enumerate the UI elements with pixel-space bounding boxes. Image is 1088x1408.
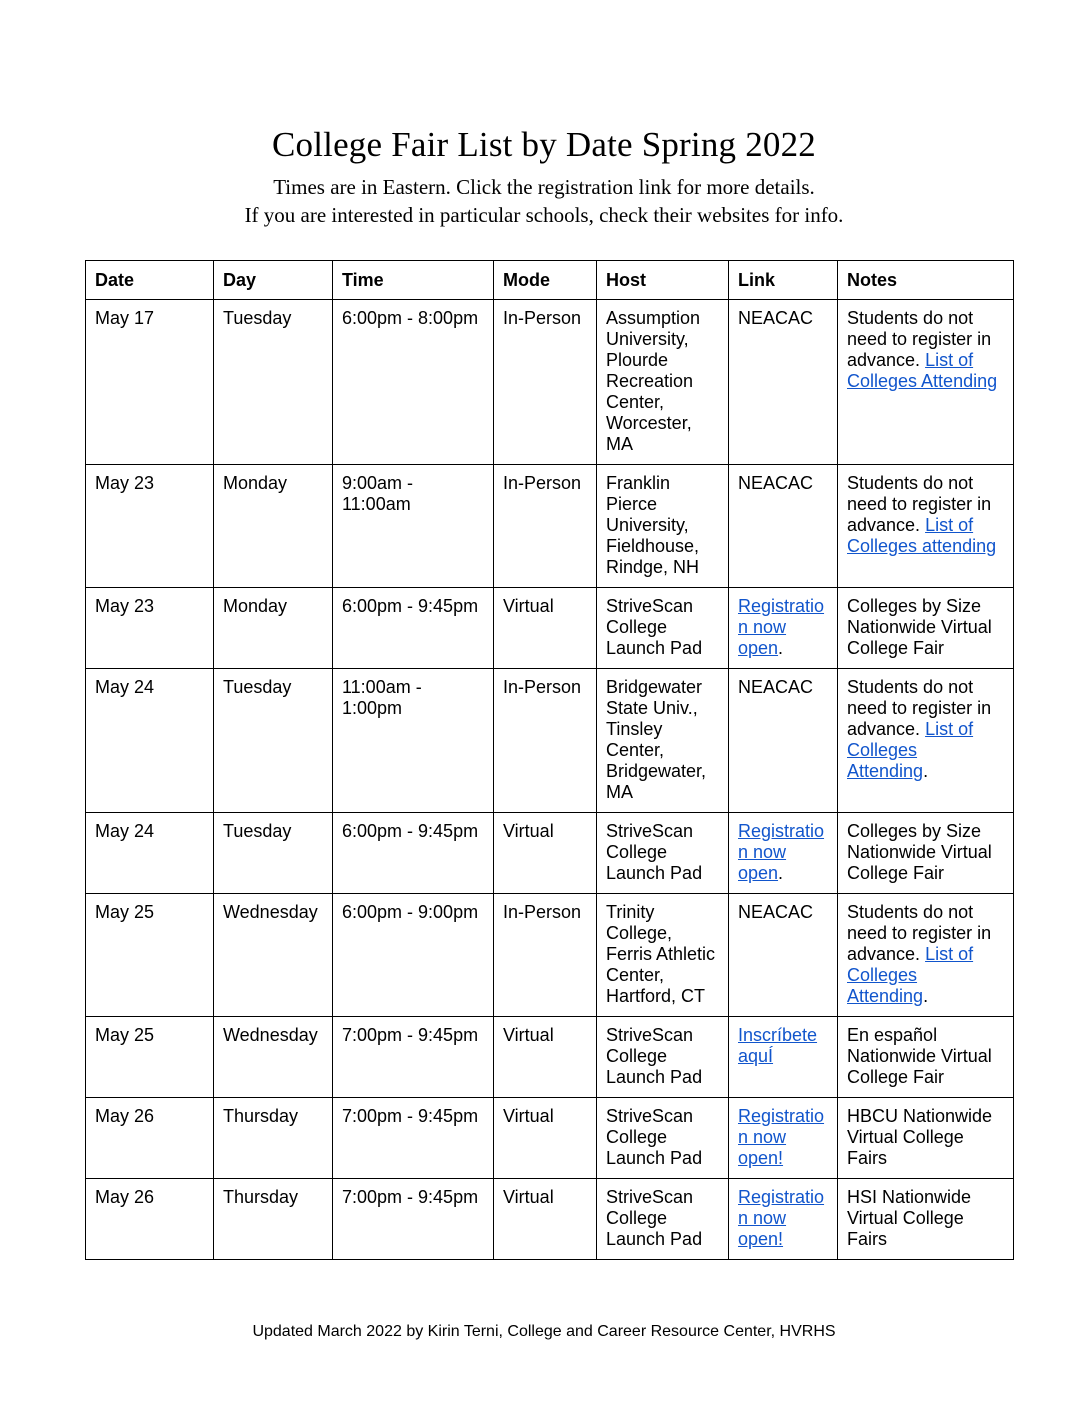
cell-link (729, 1179, 838, 1260)
cell-time: 7:00pm - 9:45pm (333, 1017, 494, 1098)
table-row (86, 1017, 1014, 1098)
cell-link (729, 300, 838, 465)
registration-link[interactable]: Registration now open (738, 821, 825, 883)
registration-link[interactable]: Registration now open! (738, 1106, 825, 1168)
cell-time: 7:00pm - 9:45pm (333, 1098, 494, 1179)
colleges-attending-link[interactable]: List of Colleges Attending (847, 719, 974, 781)
column-header-day: Day (214, 261, 333, 300)
cell-time: 6:00pm - 9:00pm (333, 894, 494, 1017)
cell-host: Franklin Pierce University, Fieldhouse, Rindge, NH (597, 465, 729, 588)
cell-mode: In-Person (494, 669, 597, 813)
cell-text: HBCU Nationwide Virtual College Fairs (847, 1106, 993, 1168)
cell-day: Tuesday (214, 669, 333, 813)
table-row (86, 300, 1014, 465)
cell-host: StriveScan College Launch Pad (597, 813, 729, 894)
cell-link (729, 1017, 838, 1098)
table-row (86, 465, 1014, 588)
cell-text: NEACAC (738, 473, 814, 493)
cell-notes (838, 669, 1014, 813)
page-subtitle (0, 173, 1088, 229)
table-row (86, 669, 1014, 813)
college-fair-table (85, 260, 1014, 1260)
cell-host: Assumption University, Plourde Recreation Center, Worcester, MA (597, 300, 729, 465)
cell-notes (838, 588, 1014, 669)
cell-date: May 17 (86, 300, 214, 465)
cell-mode: Virtual (494, 813, 597, 894)
cell-day: Thursday (214, 1098, 333, 1179)
cell-mode: In-Person (494, 465, 597, 588)
cell-mode: In-Person (494, 300, 597, 465)
cell-notes (838, 813, 1014, 894)
cell-mode: In-Person (494, 894, 597, 1017)
page-title: College Fair List by Date Spring 2022 (271, 125, 816, 164)
footer-credit: Updated March 2022 by Kirin Terni, College and Career Resource Center, HVRHS (252, 1323, 836, 1340)
cell-host: Bridgewater State Univ., Tinsley Center, Bridgewater, MA (597, 669, 729, 813)
cell-notes (838, 1179, 1014, 1260)
cell-mode: Virtual (494, 588, 597, 669)
registration-link[interactable]: Registration now open (738, 596, 825, 658)
cell-link (729, 465, 838, 588)
cell-host: StriveScan College Launch Pad (597, 1098, 729, 1179)
cell-text: NEACAC (738, 308, 814, 328)
cell-notes (838, 1017, 1014, 1098)
cell-time: 11:00am - 1:00pm (333, 669, 494, 813)
cell-notes (838, 894, 1014, 1017)
cell-mode: Virtual (494, 1017, 597, 1098)
cell-day: Thursday (214, 1179, 333, 1260)
cell-text: . (778, 863, 784, 883)
cell-time: 6:00pm - 9:45pm (333, 813, 494, 894)
table-row (86, 894, 1014, 1017)
cell-host: StriveScan College Launch Pad (597, 1017, 729, 1098)
cell-day: Monday (214, 465, 333, 588)
cell-notes (838, 465, 1014, 588)
column-header-date: Date (86, 261, 214, 300)
column-header-mode: Mode (494, 261, 597, 300)
cell-host: StriveScan College Launch Pad (597, 588, 729, 669)
cell-notes (838, 300, 1014, 465)
cell-text: En español Nationwide Virtual College Fair (847, 1025, 992, 1087)
cell-date: May 24 (86, 813, 214, 894)
cell-link (729, 588, 838, 669)
subtitle-line-1: Times are in Eastern. Click the registration link for more details. (273, 175, 815, 199)
cell-text: NEACAC (738, 677, 814, 697)
cell-date: May 25 (86, 1017, 214, 1098)
cell-text: Students do not need to register in advance. (847, 677, 992, 739)
cell-text: HSI Nationwide Virtual College Fairs (847, 1187, 972, 1249)
cell-text: Students do not need to register in advance. (847, 308, 992, 370)
table-header-row (86, 261, 1014, 300)
cell-date: May 24 (86, 669, 214, 813)
column-header-link: Link (729, 261, 838, 300)
cell-day: Wednesday (214, 1017, 333, 1098)
cell-link (729, 813, 838, 894)
cell-text: NEACAC (738, 902, 814, 922)
cell-time: 6:00pm - 9:45pm (333, 588, 494, 669)
table-row (86, 1179, 1014, 1260)
cell-notes (838, 1098, 1014, 1179)
colleges-attending-link[interactable]: List of Colleges Attending (847, 944, 974, 1006)
colleges-attending-link[interactable]: List of Colleges attending (847, 515, 997, 556)
cell-host: Trinity College, Ferris Athletic Center, Hartford, CT (597, 894, 729, 1017)
subtitle-line-2: If you are interested in particular schools, check their websites for info. (244, 203, 844, 227)
colleges-attending-link[interactable]: List of Colleges Attending (847, 350, 998, 391)
cell-text: . (778, 638, 784, 658)
cell-time: 7:00pm - 9:45pm (333, 1179, 494, 1260)
cell-text: Colleges by Size Nationwide Virtual College Fair (847, 596, 992, 658)
cell-text: . (923, 761, 929, 781)
cell-mode: Virtual (494, 1179, 597, 1260)
cell-date: May 23 (86, 465, 214, 588)
cell-date: May 26 (86, 1179, 214, 1260)
cell-text: . (923, 986, 929, 1006)
cell-day: Wednesday (214, 894, 333, 1017)
cell-time: 9:00am - 11:00am (333, 465, 494, 588)
table-row (86, 1098, 1014, 1179)
registration-link[interactable]: Registration now open! (738, 1187, 825, 1249)
cell-date: May 25 (86, 894, 214, 1017)
cell-mode: Virtual (494, 1098, 597, 1179)
column-header-notes: Notes (838, 261, 1014, 300)
cell-date: May 23 (86, 588, 214, 669)
cell-link (729, 894, 838, 1017)
cell-time: 6:00pm - 8:00pm (333, 300, 494, 465)
table-row (86, 588, 1014, 669)
column-header-time: Time (333, 261, 494, 300)
cell-day: Tuesday (214, 300, 333, 465)
cell-day: Tuesday (214, 813, 333, 894)
cell-host: StriveScan College Launch Pad (597, 1179, 729, 1260)
cell-date: May 26 (86, 1098, 214, 1179)
cell-text: Colleges by Size Nationwide Virtual College Fair (847, 821, 992, 883)
cell-link (729, 669, 838, 813)
cell-day: Monday (214, 588, 333, 669)
registration-link[interactable]: Inscríbete aquÍ (738, 1025, 818, 1066)
table-row (86, 813, 1014, 894)
table-body (86, 300, 1014, 1260)
cell-text: Students do not need to register in advance. (847, 902, 992, 964)
cell-text: Students do not need to register in advance. (847, 473, 992, 535)
column-header-host: Host (597, 261, 729, 300)
cell-link (729, 1098, 838, 1179)
